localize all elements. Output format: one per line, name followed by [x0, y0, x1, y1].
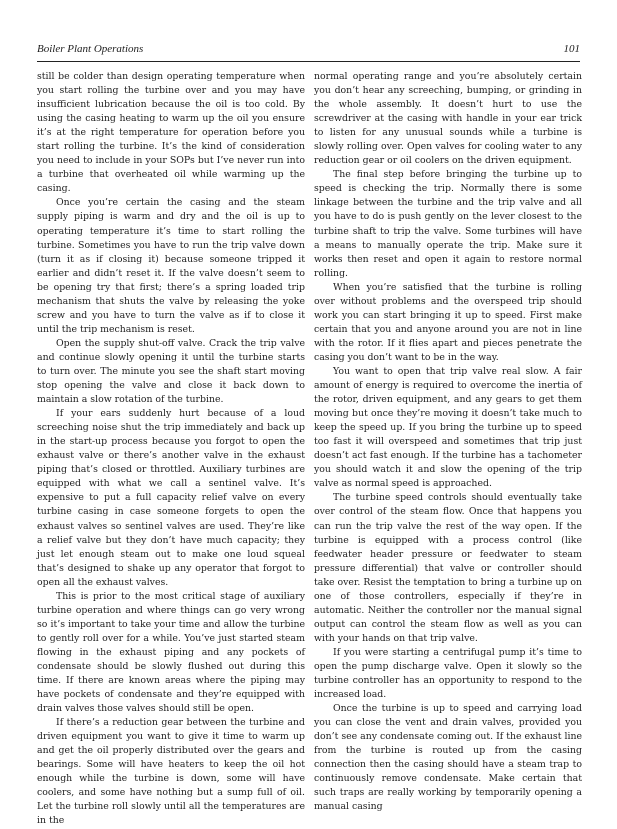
- paragraph: Once you’re certain the casing and the steam supply piping is warm and dry and the oil is up to operating temperature it’s time to start rolling the turbine. Sometimes you have to run the trip valve down (turn it as if closing it) because someone tripped it earlier and didn’t reset it. If the valve doesn’t seem to be opening try that first; there’s a spring loaded trip mechanism that shuts the valve by releasing the yoke screw and you have to turn the valve as if to close it until the trip mechanism is reset.: [37, 197, 305, 335]
- running-header-title: Boiler Plant Operations: [37, 43, 144, 55]
- paragraph: normal operating range and you’re absolutely certain you don’t hear any screeching, bumping, or grinding in the whole assembly. It doesn’t hurt to use the screwdriver at the casing with handle in your ear trick to listen for any unusual sounds while a turbine is slowly rolling over. Open valves for cooling water to any reduction gear or oil coolers on the driven equipment.: [314, 71, 582, 167]
- running-header: [37, 41, 580, 62]
- paragraph: Open the supply shut-off valve. Crack the trip valve and continue slowly opening it until the turbine starts to turn over. The minute you see the shaft start moving stop opening the valve and close it back down to maintain a slow rotation of the turbine.: [37, 337, 305, 406]
- paragraph: If your ears suddenly hurt because of a loud screeching noise shut the trip immediately and back up in the start-up process because you forgot to open the exhaust valve or there’s another valve in the exhaust piping that’s closed or throttled. Auxiliary turbines are equipped with what we call a sentinel valve. It’s expensive to put a full capacity relief valve on every turbine casing in case someone forgets to open the exhaust valves so sentinel valves are used. They’re like a relief valve but they don’t have much capacity; they just let enough steam out to make one loud squeal that’s designed to shake up any operator that forgot to open all the exhaust valves.: [37, 408, 305, 588]
- paragraph: still be colder than design operating temperature when you start rolling the turbine over and you may have insufficient lubrication because the oil is too cold. By using the casing heating to warm up the oil you ensure it’s at the right temperature for operation before you start rolling the turbine. It’s the kind of consideration you need to include in your SOPs but I’ve never run into a turbine that overheated oil while warming up the casing.: [37, 71, 305, 195]
- left-column: [37, 70, 305, 827]
- paragraph: The turbine speed controls should eventually take over control of the steam flow. Once that happens you can run the trip valve the rest of the way open. If the turbine is equipped with a process control (like feedwater header pressure or feedwater to steam pressure differential) that valve or controller should take over. Resist the temptation to bring a turbine up on one of those controllers, especially if they’re in automatic. Neither the controller nor the manual signal output can control the steam flow as well as you can with your hands on that trip valve.: [314, 492, 582, 644]
- paragraph: If you were starting a centrifugal pump it’s time to open the pump discharge valve. Open it slowly so the turbine controller has an opportunity to respond to the increased load.: [314, 646, 582, 701]
- paragraph: When you’re satisfied that the turbine is rolling over without problems and the overspeed trip should work you can start bringing it up to speed. First make certain that you and anyone around you are not in line with the rotor. If it flies apart and pieces penetrate the casing you don’t want to be in the way.: [314, 281, 582, 363]
- right-column: [314, 70, 582, 813]
- page-number: 101: [563, 43, 580, 55]
- paragraph: Once the turbine is up to speed and carrying load you can close the vent and drain valves, provided you don’t see any condensate coming out. If the exhaust line from the turbine is routed up from the casing connection then the casing should have a steam trap to continuously remove condensate. Make certain that such traps are really working by temporarily opening a manual casing: [314, 703, 582, 813]
- paragraph: This is prior to the most critical stage of auxiliary turbine operation and where things can go very wrong so it’s important to take your time and allow the turbine to gently roll over for a while. You’ve just started steam flowing in the exhaust piping and any pockets of condensate should be slowly flushed out during this time. If there are known areas where the piping may have pockets of condensate and they’re equipped with drain valves those valves should still be open.: [37, 590, 305, 715]
- paragraph: The final step before bringing the turbine up to speed is checking the trip. Normally there is some linkage between the turbine and the trip valve and all you have to do is push gently on the lever closest to the turbine shaft to trip the valve. Some turbines will have a means to manually operate the trip. Make sure it works then reset and open it again to restore normal rolling.: [314, 169, 582, 279]
- paragraph: You want to open that trip valve real slow. A fair amount of energy is required to overcome the inertia of the rotor, driven equipment, and any gears to get them moving but once they’re moving it doesn’t take much to keep the speed up. If you bring the turbine up to speed too fast it will overspeed and sometimes that trip just doesn’t act fast enough. If the turbine has a tachometer you should watch it and slow the opening of the trip valve as normal speed is approached.: [314, 365, 582, 490]
- paragraph: If there’s a reduction gear between the turbine and driven equipment you want to give it time to warm up and get the oil properly distributed over the gears and bearings. Some will have heaters to keep the oil hot enough while the turbine is down, some will have coolers, and some have nothing but a sump full of oil. Let the turbine roll slowly until all the temperatures are in the: [37, 717, 305, 827]
